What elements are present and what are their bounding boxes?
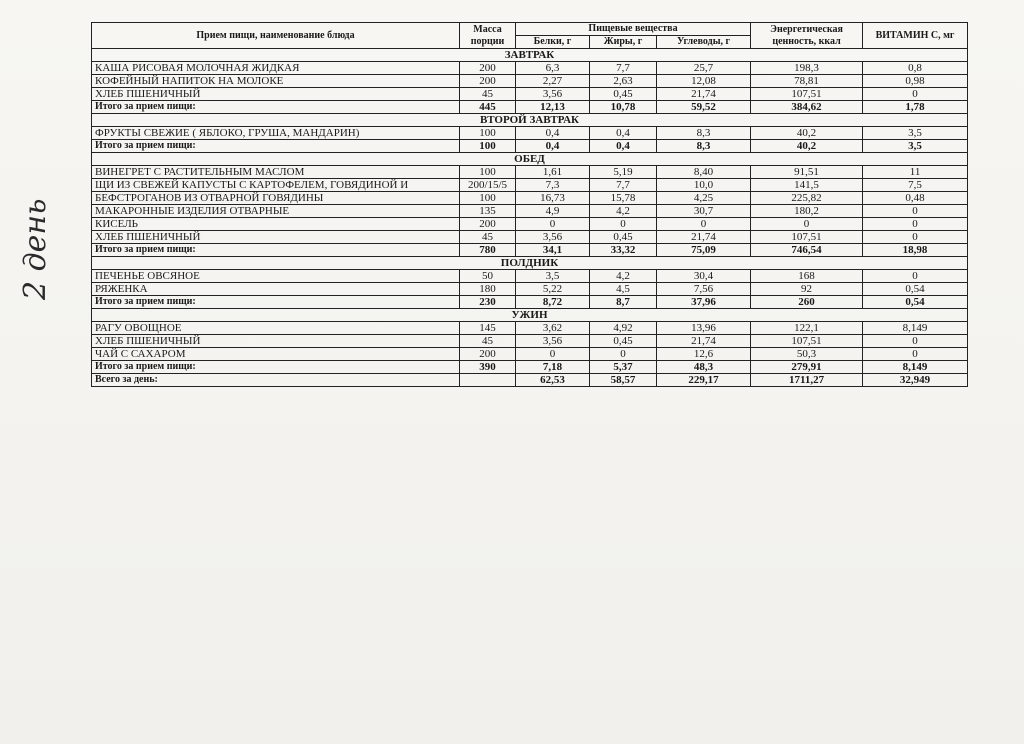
dish-vitamin: 7,5 [863,179,968,192]
dish-energy: 107,51 [751,231,863,244]
dish-protein: 7,3 [516,179,590,192]
meal-total-label: Итого за прием пищи: [92,101,460,114]
dish-fat: 0,4 [590,127,657,140]
dish-name: КИСЕЛЬ [92,218,460,231]
dish-name: КАША РИСОВАЯ МОЛОЧНАЯ ЖИДКАЯ [92,62,460,75]
dish-name: ХЛЕБ ПШЕНИЧНЫЙ [92,231,460,244]
dish-carbs: 30,4 [657,270,751,283]
dish-vitamin: 0,54 [863,283,968,296]
meal-total-vitamin: 3,5 [863,140,968,153]
dish-vitamin: 0 [863,231,968,244]
dish-vitamin: 0 [863,270,968,283]
dish-mass: 200 [460,348,516,361]
dish-fat: 15,78 [590,192,657,205]
meal-total-mass: 390 [460,361,516,374]
dish-mass: 100 [460,166,516,179]
dish-vitamin: 3,5 [863,127,968,140]
table-row [92,348,968,361]
dish-protein: 3,56 [516,231,590,244]
dish-vitamin: 0,8 [863,62,968,75]
dish-energy: 50,3 [751,348,863,361]
section-header-row [92,257,968,270]
dish-protein: 3,62 [516,322,590,335]
dish-energy: 141,5 [751,179,863,192]
dish-fat: 5,19 [590,166,657,179]
dish-name: БЕФСТРОГАНОВ ИЗ ОТВАРНОЙ ГОВЯДИНЫ [92,192,460,205]
header-energy: Энергетическая ценность, ккал [751,23,863,49]
dish-name: ФРУКТЫ СВЕЖИЕ ( ЯБЛОКО, ГРУША, МАНДАРИН) [92,127,460,140]
dish-carbs: 8,3 [657,127,751,140]
meal-total-mass: 230 [460,296,516,309]
dish-energy: 78,81 [751,75,863,88]
table-row [92,179,968,192]
meal-total-mass: 780 [460,244,516,257]
dish-protein: 1,61 [516,166,590,179]
dish-name: КОФЕЙНЫЙ НАПИТОК НА МОЛОКЕ [92,75,460,88]
dish-carbs: 21,74 [657,88,751,101]
meal-total-protein: 34,1 [516,244,590,257]
dish-name: ХЛЕБ ПШЕНИЧНЫЙ [92,335,460,348]
menu-table [91,22,968,387]
dish-carbs: 8,40 [657,166,751,179]
dish-protein: 0,4 [516,127,590,140]
section-header-row [92,49,968,62]
section-title: ОБЕД [92,153,968,166]
dish-name: ХЛЕБ ПШЕНИЧНЫЙ [92,88,460,101]
dish-mass: 200 [460,75,516,88]
dish-energy: 40,2 [751,127,863,140]
meal-total-protein: 8,72 [516,296,590,309]
day-total-label: Всего за день: [92,374,460,387]
header-nutrients: Пищевые вещества [516,23,751,36]
dish-mass: 200 [460,62,516,75]
dish-name: ПЕЧЕНЬЕ ОВСЯНОЕ [92,270,460,283]
dish-energy: 0 [751,218,863,231]
dish-energy: 225,82 [751,192,863,205]
table-row [92,75,968,88]
meal-total-row [92,361,968,374]
section-header-row [92,153,968,166]
dish-mass: 100 [460,192,516,205]
dish-name: ЩИ ИЗ СВЕЖЕЙ КАПУСТЫ С КАРТОФЕЛЕМ, ГОВЯДИНОЙ И [92,179,460,192]
dish-energy: 168 [751,270,863,283]
day-total-carbs: 229,17 [657,374,751,387]
dish-mass: 200 [460,218,516,231]
meal-total-fat: 33,32 [590,244,657,257]
dish-fat: 4,5 [590,283,657,296]
meal-total-energy: 40,2 [751,140,863,153]
section-title: ЗАВТРАК [92,49,968,62]
meal-total-fat: 0,4 [590,140,657,153]
dish-fat: 0 [590,348,657,361]
meal-total-vitamin: 1,78 [863,101,968,114]
day-total-fat: 58,57 [590,374,657,387]
dish-fat: 0 [590,218,657,231]
header-protein: Белки, г [516,36,590,49]
dish-fat: 4,2 [590,205,657,218]
dish-mass: 180 [460,283,516,296]
table-row [92,283,968,296]
dish-energy: 91,51 [751,166,863,179]
dish-vitamin: 0 [863,218,968,231]
meal-total-vitamin: 18,98 [863,244,968,257]
dish-mass: 200/15/5 [460,179,516,192]
table-row [92,192,968,205]
dish-vitamin: 0 [863,205,968,218]
dish-vitamin: 0 [863,88,968,101]
dish-protein: 0 [516,218,590,231]
meal-total-energy: 279,91 [751,361,863,374]
dish-vitamin: 0,48 [863,192,968,205]
meal-total-fat: 5,37 [590,361,657,374]
meal-total-energy: 384,62 [751,101,863,114]
meal-total-row [92,140,968,153]
dish-mass: 145 [460,322,516,335]
meal-total-vitamin: 0,54 [863,296,968,309]
meal-total-row [92,296,968,309]
section-title: ВТОРОЙ ЗАВТРАК [92,114,968,127]
dish-carbs: 13,96 [657,322,751,335]
meal-total-protein: 0,4 [516,140,590,153]
day-total-energy: 1711,27 [751,374,863,387]
section-title: ПОЛДНИК [92,257,968,270]
table-row [92,166,968,179]
dish-protein: 6,3 [516,62,590,75]
dish-mass: 45 [460,88,516,101]
dish-protein: 4,9 [516,205,590,218]
table-row [92,205,968,218]
dish-protein: 0 [516,348,590,361]
dish-carbs: 4,25 [657,192,751,205]
meal-total-label: Итого за прием пищи: [92,140,460,153]
meal-total-vitamin: 8,149 [863,361,968,374]
dish-fat: 4,2 [590,270,657,283]
section-header-row [92,309,968,322]
meal-total-label: Итого за прием пищи: [92,361,460,374]
dish-name: РЯЖЕНКА [92,283,460,296]
dish-carbs: 7,56 [657,283,751,296]
meal-total-carbs: 37,96 [657,296,751,309]
table-row [92,88,968,101]
dish-vitamin: 0 [863,348,968,361]
dish-energy: 198,3 [751,62,863,75]
dish-mass: 135 [460,205,516,218]
dish-name: ВИНЕГРЕТ С РАСТИТЕЛЬНЫМ МАСЛОМ [92,166,460,179]
meal-total-carbs: 75,09 [657,244,751,257]
dish-energy: 107,51 [751,88,863,101]
day-total-protein: 62,53 [516,374,590,387]
dish-fat: 0,45 [590,335,657,348]
dish-name: ЧАЙ С САХАРОМ [92,348,460,361]
dish-mass: 45 [460,335,516,348]
section-header-row [92,114,968,127]
handwritten-note-text: 2 день [18,198,53,300]
dish-name: РАГУ ОВОЩНОЕ [92,322,460,335]
dish-fat: 2,63 [590,75,657,88]
meal-total-energy: 746,54 [751,244,863,257]
meal-total-label: Итого за прием пищи: [92,296,460,309]
table-row [92,62,968,75]
table-row [92,270,968,283]
meal-total-row [92,244,968,257]
dish-fat: 7,7 [590,62,657,75]
day-total-mass [460,374,516,387]
dish-energy: 122,1 [751,322,863,335]
meal-total-carbs: 48,3 [657,361,751,374]
table-row [92,335,968,348]
dish-fat: 4,92 [590,322,657,335]
header-vitamin: ВИТАМИН С, мг [863,23,968,49]
dish-mass: 45 [460,231,516,244]
dish-vitamin: 8,149 [863,322,968,335]
header-mass: Масса порции [460,23,516,49]
dish-carbs: 12,6 [657,348,751,361]
table-row [92,127,968,140]
meal-total-row [92,101,968,114]
header-fat: Жиры, г [590,36,657,49]
dish-fat: 0,45 [590,231,657,244]
dish-vitamin: 0 [863,335,968,348]
dish-carbs: 21,74 [657,231,751,244]
dish-protein: 3,56 [516,88,590,101]
table-row [92,218,968,231]
meal-total-energy: 260 [751,296,863,309]
header-meal-name: Прием пищи, наименование блюда [92,23,460,49]
dish-protein: 2,27 [516,75,590,88]
handwritten-note [18,198,78,320]
dish-carbs: 21,74 [657,335,751,348]
dish-vitamin: 11 [863,166,968,179]
table-row [92,322,968,335]
dish-protein: 3,5 [516,270,590,283]
dish-carbs: 10,0 [657,179,751,192]
dish-vitamin: 0,98 [863,75,968,88]
section-title: УЖИН [92,309,968,322]
dish-mass: 50 [460,270,516,283]
dish-mass: 100 [460,127,516,140]
meal-total-label: Итого за прием пищи: [92,244,460,257]
dish-energy: 180,2 [751,205,863,218]
dish-protein: 5,22 [516,283,590,296]
dish-carbs: 25,7 [657,62,751,75]
meal-total-carbs: 59,52 [657,101,751,114]
table-row [92,231,968,244]
meal-total-mass: 100 [460,140,516,153]
dish-energy: 107,51 [751,335,863,348]
menu-table-body [92,49,968,387]
dish-fat: 7,7 [590,179,657,192]
day-total-vitamin: 32,949 [863,374,968,387]
dish-energy: 92 [751,283,863,296]
day-total-row [92,374,968,387]
dish-carbs: 30,7 [657,205,751,218]
meal-total-mass: 445 [460,101,516,114]
meal-total-fat: 10,78 [590,101,657,114]
meal-total-carbs: 8,3 [657,140,751,153]
dish-carbs: 0 [657,218,751,231]
dish-carbs: 12,08 [657,75,751,88]
meal-total-fat: 8,7 [590,296,657,309]
dish-fat: 0,45 [590,88,657,101]
meal-total-protein: 12,13 [516,101,590,114]
meal-total-protein: 7,18 [516,361,590,374]
dish-protein: 16,73 [516,192,590,205]
dish-name: МАКАРОННЫЕ ИЗДЕЛИЯ ОТВАРНЫЕ [92,205,460,218]
header-carbs: Углеводы, г [657,36,751,49]
dish-protein: 3,56 [516,335,590,348]
